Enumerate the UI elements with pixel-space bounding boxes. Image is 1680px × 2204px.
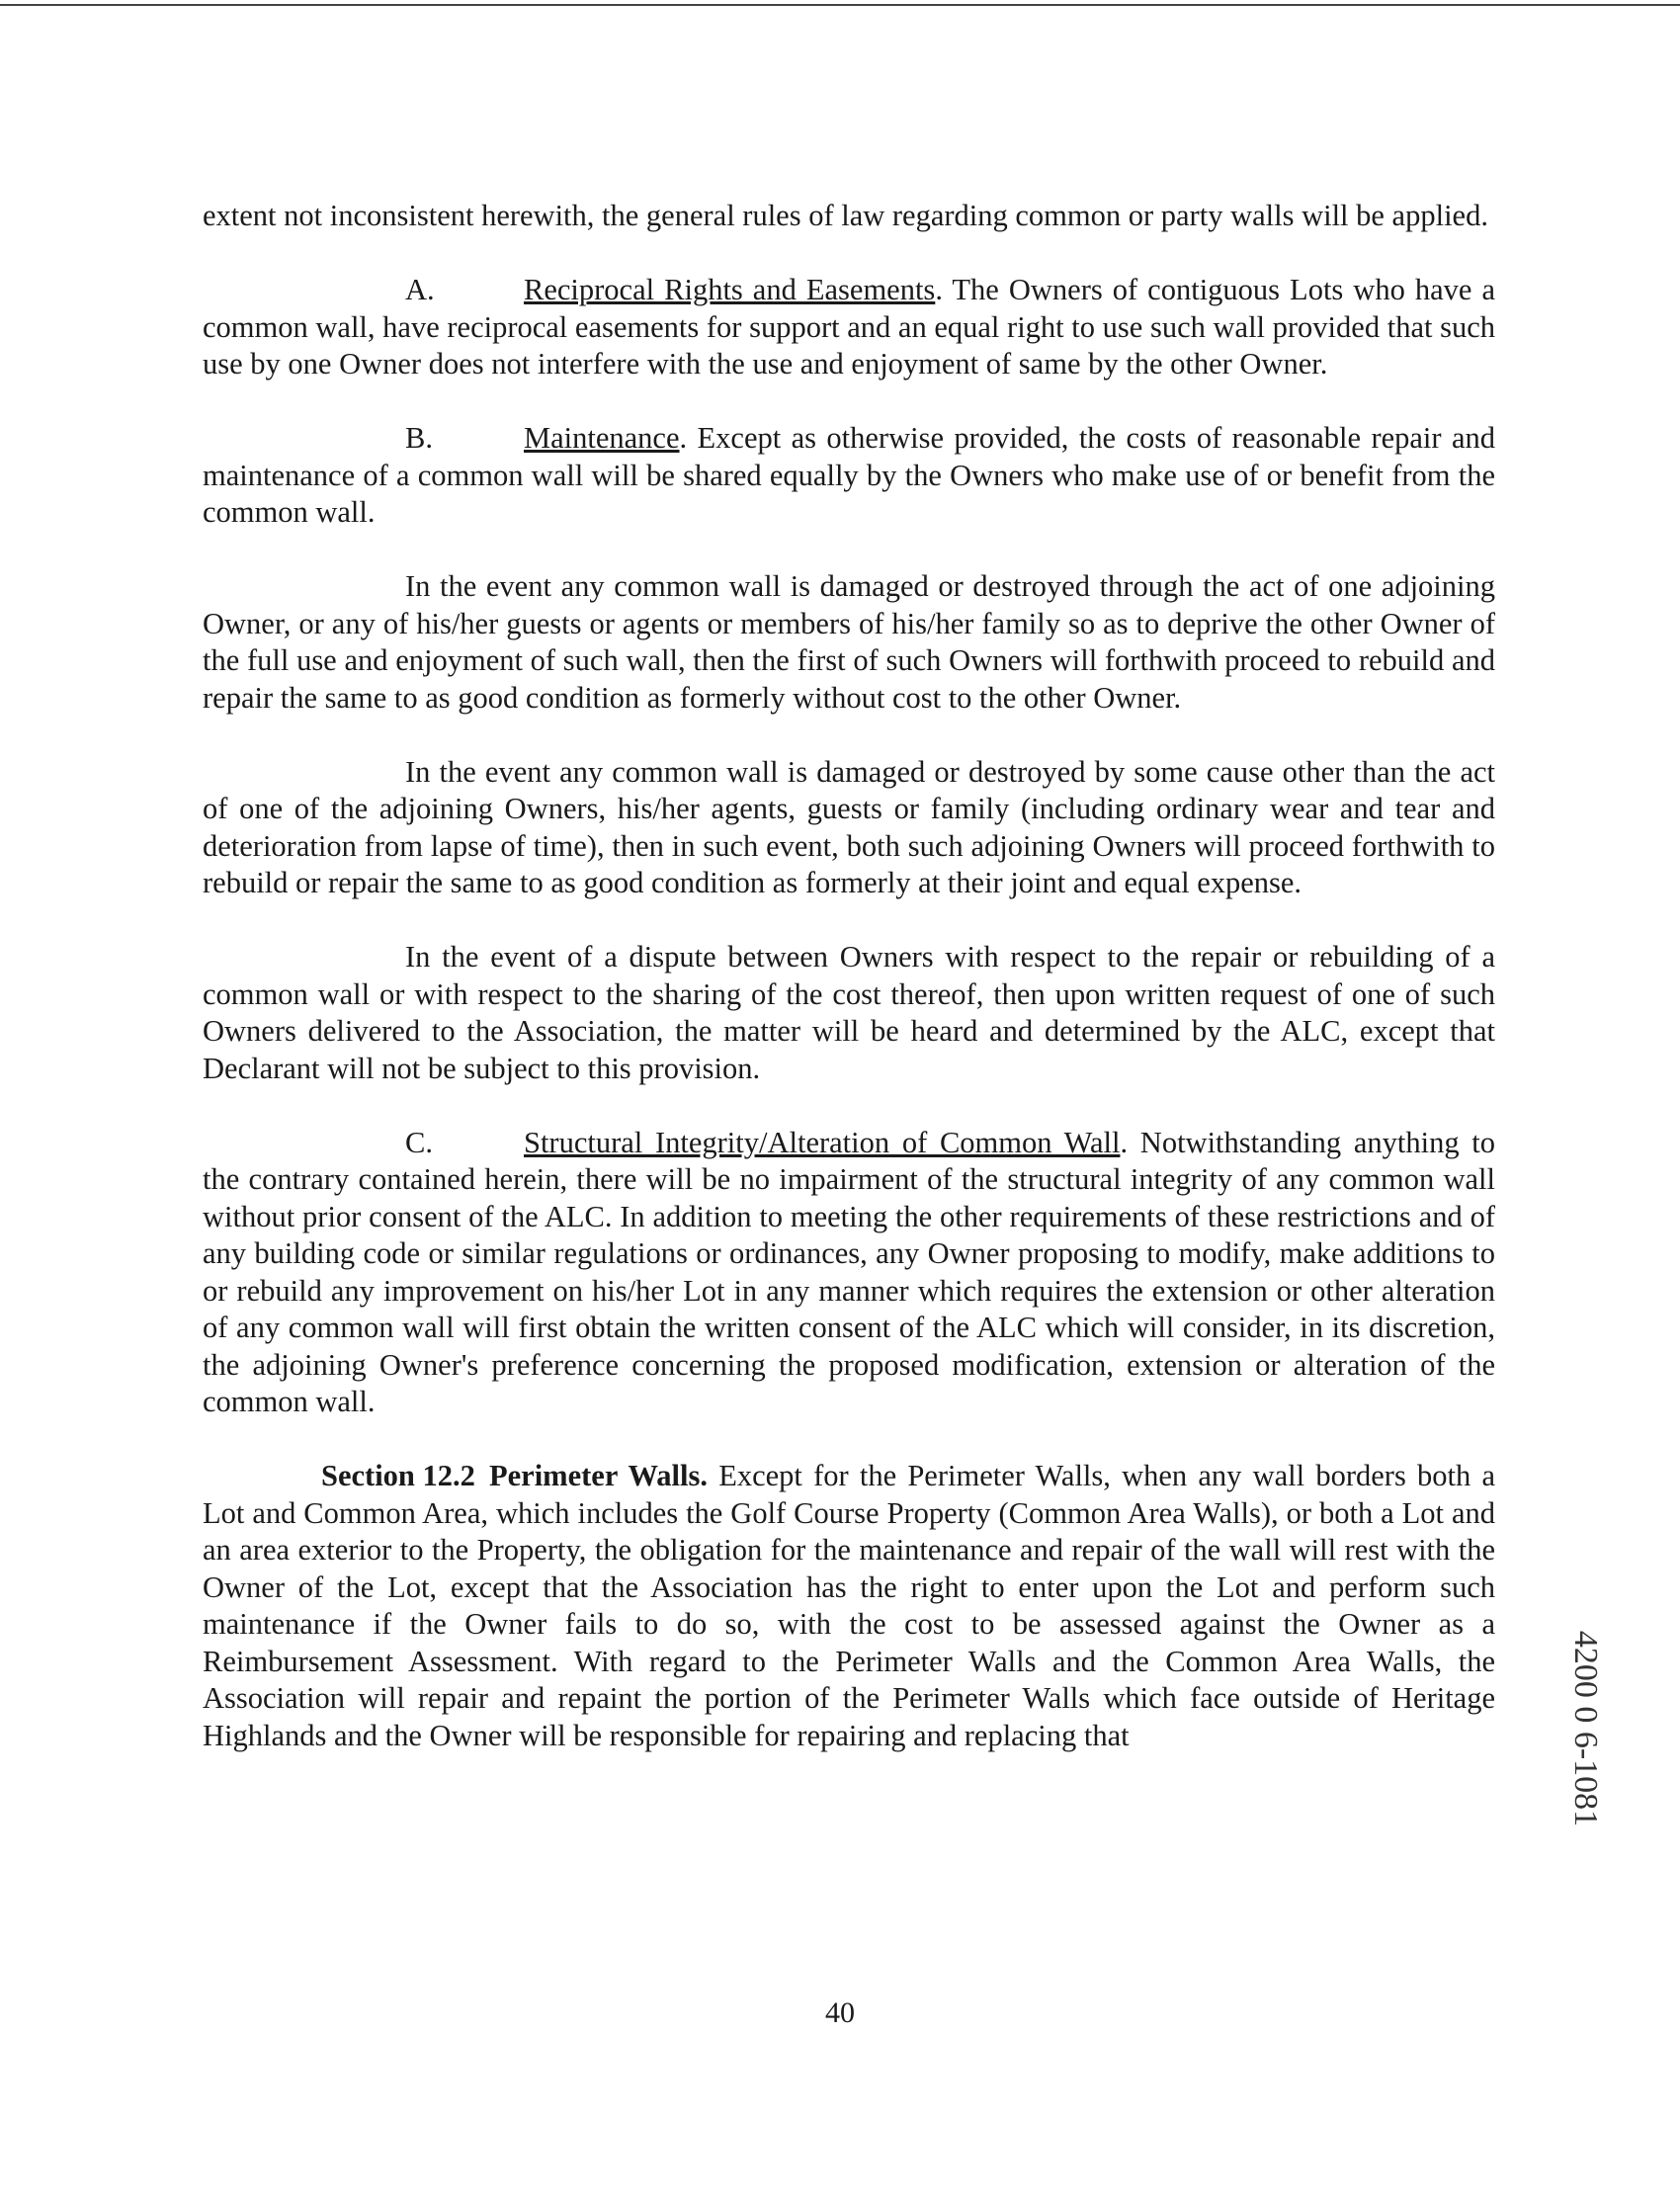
recording-stamp-text: 4200 0 6-1081: [1567, 1630, 1604, 1827]
heading-structural-integrity: Structural Integrity/Alteration of Common Wall: [524, 1125, 1121, 1159]
paragraph-c-text: . Notwithstanding anything to the contrary contained herein, there will be no impairment of the structural integrity of any common wall without prior consent of the ALC. In addition to meeting the other requirements of these restrictions and of any building code or similar regulations or ordinances, any Owner proposing to modify, make additions to or rebuild any improvement on his/her Lot in any manner which requires the extension or other alteration of any common wall will first obtain the written consent of the ALC which will consider, in its discretion, the adjoining Owner's preference concerning the proposed modification, extension or alteration of the common wall.: [203, 1125, 1495, 1418]
heading-maintenance: Maintenance: [524, 421, 680, 455]
section-number: Section 12.2: [321, 1459, 475, 1492]
section-title: Perimeter Walls.: [489, 1459, 708, 1492]
paragraph-damage-other-cause: In the event any common wall is damaged or destroyed by some cause other than the act of one of the adjoining Owners, his/her agents, guests or family (including ordinary wear and tear and deterioration from lapse of time), then in such event, both such adjoining Owners will proceed forthwith to rebuild or repair the same to as good condition as formerly at their joint and equal expense.: [203, 754, 1495, 899]
item-letter-c: C.: [405, 1125, 433, 1159]
recording-stamp: [1554, 1585, 1613, 1872]
paragraph-dispute: In the event of a dispute between Owners with respect to the repair or rebuilding of a common wall or with respect to the sharing of the cost thereof, then upon written request of one of such Owners delivered to the Association, the matter will be heard and determined by the ALC, except that Declarant will not be subject to this provision.: [203, 940, 1495, 1085]
item-letter-a: A.: [405, 273, 435, 306]
paragraph-b: [203, 420, 1495, 532]
paragraph-damage-by-owner: In the event any common wall is damaged or destroyed through the act of one adjoining Owner, or any of his/her guests or agents or members of his/her family so as to deprive the other Owner of the full use and enjoyment of such wall, then the first of such Owners will forthwith proceed to rebuild and repair the same to as good condition as formerly without cost to the other Owner.: [203, 569, 1495, 715]
paragraph-continuation: extent not inconsistent herewith, the general rules of law regarding common or party walls will be applied.: [203, 199, 1488, 232]
scan-top-border: [0, 4, 1680, 6]
item-letter-b: B.: [405, 421, 433, 455]
document-body: [203, 198, 1495, 1792]
section-12-2-text: Except for the Perimeter Walls, when any wall borders both a Lot and Common Area, which includes the Golf Course Property (Common Area Walls), or both a Lot and an area exterior to the Property, the obligation for the maintenance and repair of the wall will rest with the Owner of the Lot, except that the Association has the right to enter upon the Lot and perform such maintenance if the Owner fails to do so, with the cost to be assessed against the Owner as a Reimbursement Assessment. With regard to the Perimeter Walls and the Common Area Walls, the Association will repair and repaint the portion of the Perimeter Walls which face outside of Heritage Highlands and the Owner will be responsible for repairing and replacing that: [203, 1459, 1495, 1752]
heading-reciprocal-rights: Reciprocal Rights and Easements: [524, 273, 936, 306]
page-number: 40: [825, 1996, 855, 2029]
paragraph-c: [203, 1125, 1495, 1421]
paragraph-b-text: . Except as otherwise provided, the costs of reasonable repair and maintenance of a common wall will be shared equally by the Owners who make use of or benefit from the common wall.: [203, 421, 1495, 529]
paragraph-a: [203, 272, 1495, 383]
paragraph-a-text: . The Owners of contiguous Lots who have a common wall, have reciprocal easements for support and an equal right to use such wall provided that such use by one Owner does not interfere with the use and enjoyment of same by the other Owner.: [203, 273, 1495, 381]
section-12-2: [203, 1458, 1495, 1754]
